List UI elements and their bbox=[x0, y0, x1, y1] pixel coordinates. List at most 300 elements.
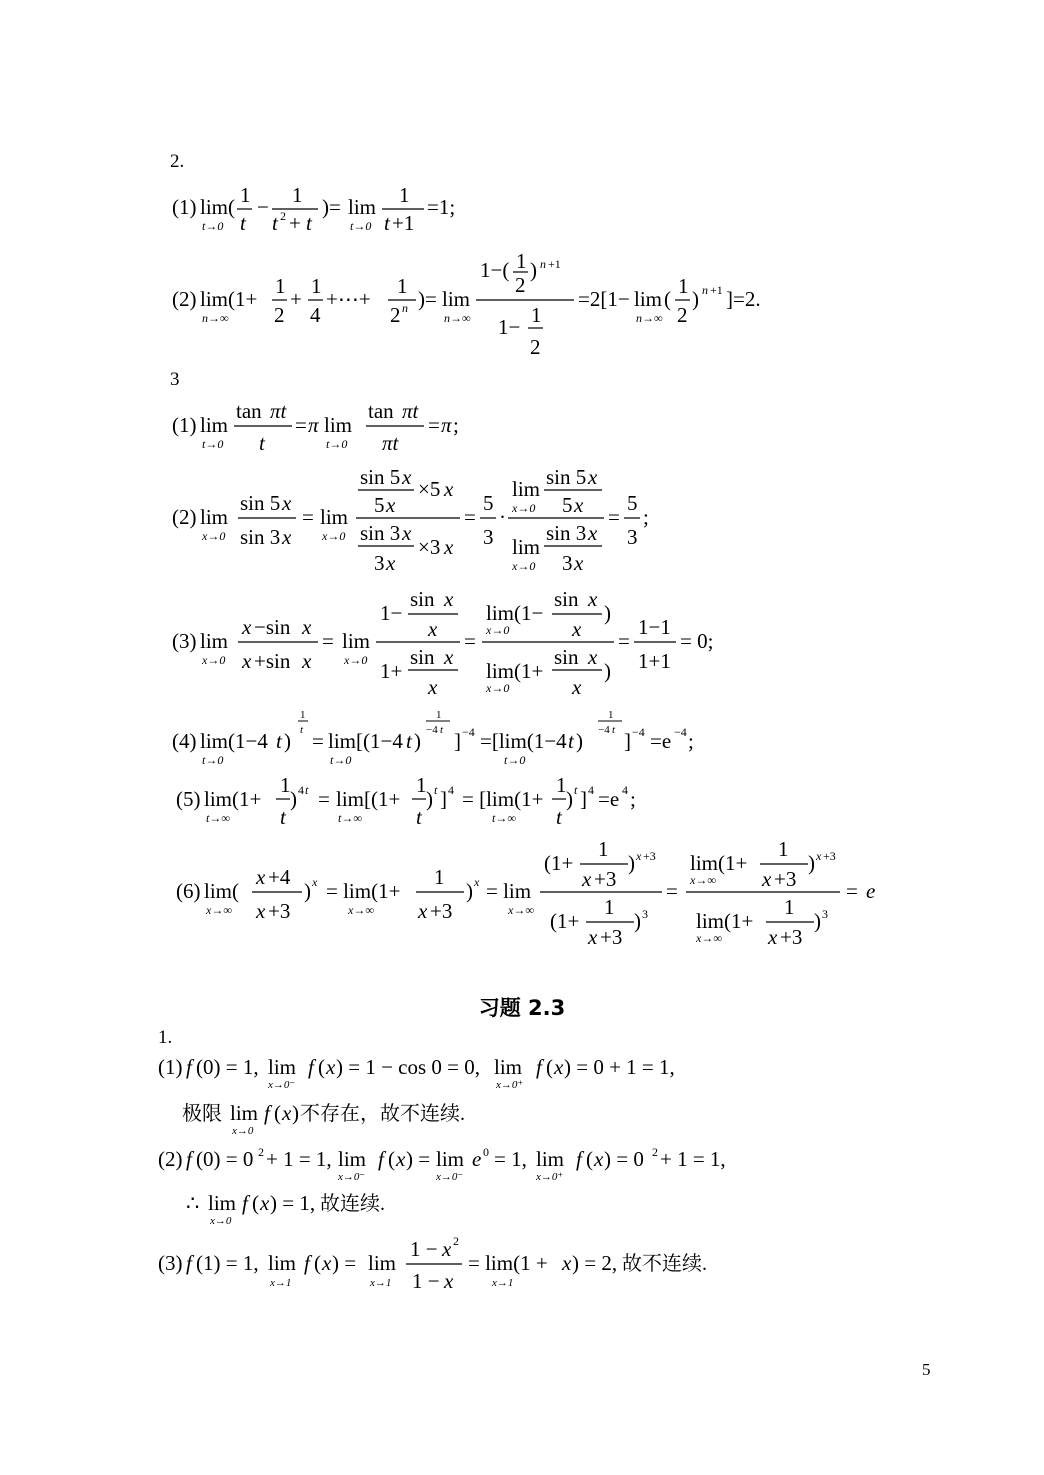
svg-text:1: 1 bbox=[275, 274, 286, 298]
svg-text:故不连续.: 故不连续. bbox=[622, 1253, 707, 1275]
svg-text:lim: lim bbox=[338, 1147, 367, 1171]
svg-text:lim: lim bbox=[320, 505, 349, 529]
svg-text:;: ; bbox=[630, 787, 636, 811]
equation-3-4 bbox=[168, 706, 728, 768]
svg-text:3: 3 bbox=[374, 551, 385, 575]
equation-2-2 bbox=[168, 250, 788, 365]
svg-text:]: ] bbox=[624, 729, 631, 753]
svg-text:4: 4 bbox=[622, 783, 628, 797]
svg-text:(0) = 1,: (0) = 1, bbox=[196, 1055, 259, 1079]
svg-text:1+1: 1+1 bbox=[638, 649, 671, 673]
svg-text:x: x bbox=[594, 1147, 604, 1171]
svg-text:(: ( bbox=[314, 1251, 321, 1275]
svg-text:+3: +3 bbox=[430, 899, 453, 923]
svg-text:f: f bbox=[186, 1147, 192, 1171]
svg-text:lim: lim bbox=[200, 413, 229, 437]
svg-text:x: x bbox=[816, 849, 822, 863]
svg-text:(3): (3) bbox=[158, 1251, 183, 1275]
svg-text:t: t bbox=[276, 729, 282, 753]
svg-text:+4: +4 bbox=[268, 865, 291, 889]
svg-text:+3: +3 bbox=[643, 849, 656, 863]
svg-text:lim(1+: lim(1+ bbox=[696, 909, 754, 933]
svg-text:(1+: (1+ bbox=[228, 287, 258, 311]
svg-text:2: 2 bbox=[453, 1234, 459, 1248]
svg-text:lim: lim bbox=[494, 1055, 523, 1079]
svg-text:) = 2,: ) = 2, bbox=[572, 1251, 618, 1275]
svg-text:]=2.: ]=2. bbox=[726, 287, 761, 311]
svg-text:= lim(1+: = lim(1+ bbox=[326, 879, 401, 903]
svg-text:1: 1 bbox=[399, 183, 410, 207]
svg-text:不存在，故不连续.: 不存在，故不连续. bbox=[300, 1103, 465, 1125]
section-2-label: 2. bbox=[170, 151, 185, 172]
svg-text:): ) bbox=[692, 287, 699, 311]
svg-text:x→0: x→0 bbox=[322, 529, 346, 543]
svg-text:e: e bbox=[472, 1147, 482, 1171]
svg-text:) = 1 − cos 0 = 0,: ) = 1 − cos 0 = 0, bbox=[336, 1055, 481, 1079]
svg-text:0: 0 bbox=[483, 1145, 489, 1159]
svg-text:x: x bbox=[562, 1251, 572, 1275]
page-number: 5 bbox=[922, 1360, 931, 1379]
svg-text:(1+: (1+ bbox=[544, 851, 574, 875]
svg-text:(: ( bbox=[252, 1191, 259, 1215]
svg-text:): ) bbox=[576, 729, 583, 753]
svg-text:x: x bbox=[256, 865, 266, 889]
svg-text:×3: ×3 bbox=[418, 535, 441, 559]
svg-text:x: x bbox=[762, 867, 772, 891]
svg-text:=e: =e bbox=[650, 729, 672, 753]
svg-text:3: 3 bbox=[562, 551, 573, 575]
svg-text:f: f bbox=[308, 1055, 314, 1079]
svg-text:(: ( bbox=[318, 1055, 325, 1079]
svg-text:x: x bbox=[572, 675, 582, 699]
svg-text:sin: sin bbox=[410, 645, 435, 669]
svg-text:3: 3 bbox=[822, 907, 828, 921]
svg-text:lim: lim bbox=[442, 287, 471, 311]
svg-text:e: e bbox=[866, 879, 876, 903]
svg-text:x→∞: x→∞ bbox=[696, 931, 722, 945]
svg-text:x→1: x→1 bbox=[370, 1277, 392, 1289]
equation-e1-2 bbox=[156, 1140, 796, 1186]
svg-text:sin 3: sin 3 bbox=[360, 521, 401, 545]
section-3-label: 3 bbox=[170, 369, 180, 390]
svg-text:x: x bbox=[402, 465, 412, 489]
svg-text:x: x bbox=[386, 551, 396, 575]
svg-text:sin 5: sin 5 bbox=[546, 465, 587, 489]
svg-text:1: 1 bbox=[240, 183, 251, 207]
svg-text:) = 1,: ) = 1, bbox=[270, 1191, 316, 1215]
svg-text:=: = bbox=[318, 787, 330, 811]
svg-text:1: 1 bbox=[531, 303, 542, 327]
svg-text:x: x bbox=[396, 1147, 406, 1171]
svg-text:x→0: x→0 bbox=[512, 501, 536, 515]
svg-text:sin 5: sin 5 bbox=[360, 465, 401, 489]
svg-text:n: n bbox=[402, 301, 408, 315]
svg-text:]: ] bbox=[454, 729, 461, 753]
svg-text:1: 1 bbox=[311, 274, 322, 298]
svg-text:1 −: 1 − bbox=[412, 1269, 440, 1293]
svg-text:∴: ∴ bbox=[186, 1191, 200, 1215]
svg-text:lim: lim bbox=[200, 287, 229, 311]
svg-text:x: x bbox=[588, 645, 598, 669]
equation-3-2 bbox=[168, 462, 668, 582]
svg-text:t→0: t→0 bbox=[202, 753, 224, 767]
svg-text:sin 5: sin 5 bbox=[240, 491, 281, 515]
svg-text:2: 2 bbox=[280, 209, 286, 223]
svg-text:=[lim(1−4: =[lim(1−4 bbox=[480, 729, 567, 753]
svg-text:x: x bbox=[444, 645, 454, 669]
svg-text:x: x bbox=[302, 615, 312, 639]
svg-text:1: 1 bbox=[604, 895, 615, 919]
svg-text:+ 1 = 1,: + 1 = 1, bbox=[266, 1147, 332, 1171]
svg-text:n→∞: n→∞ bbox=[202, 311, 229, 325]
svg-text:lim: lim bbox=[342, 629, 371, 653]
svg-text:;: ; bbox=[688, 729, 694, 753]
svg-text:n: n bbox=[702, 283, 708, 297]
svg-text:x: x bbox=[444, 587, 454, 611]
svg-text:1: 1 bbox=[280, 773, 291, 797]
equation-3-6 bbox=[172, 836, 892, 958]
svg-text:): ) bbox=[604, 659, 611, 683]
svg-text:): ) bbox=[604, 601, 611, 625]
svg-text:(2): (2) bbox=[172, 287, 197, 311]
svg-text:lim: lim bbox=[348, 195, 377, 219]
svg-text:(1): (1) bbox=[172, 195, 197, 219]
svg-text:n→∞: n→∞ bbox=[444, 311, 471, 325]
svg-text:2: 2 bbox=[652, 1145, 658, 1159]
svg-text:−4: −4 bbox=[674, 725, 687, 739]
svg-text:2: 2 bbox=[258, 1145, 264, 1159]
svg-text:t: t bbox=[612, 724, 616, 736]
svg-text:t→∞: t→∞ bbox=[338, 811, 362, 825]
svg-text:4: 4 bbox=[298, 783, 304, 797]
svg-text:(2): (2) bbox=[172, 505, 197, 529]
svg-text:f: f bbox=[186, 1251, 192, 1275]
equation-e1-1b bbox=[180, 1098, 540, 1140]
svg-text:x: x bbox=[326, 1055, 336, 1079]
svg-text:π: π bbox=[441, 413, 452, 437]
svg-text:(: ( bbox=[664, 287, 671, 311]
svg-text:1: 1 bbox=[436, 709, 442, 721]
svg-text:+1: +1 bbox=[392, 211, 415, 235]
svg-text:=: = bbox=[302, 505, 314, 529]
svg-text:x: x bbox=[256, 899, 266, 923]
svg-text:+1: +1 bbox=[710, 283, 723, 297]
svg-text:2: 2 bbox=[515, 273, 526, 297]
svg-text:): ) bbox=[814, 909, 821, 933]
svg-text:2: 2 bbox=[274, 303, 285, 327]
svg-text:+: + bbox=[289, 211, 301, 235]
svg-text:f: f bbox=[536, 1055, 542, 1079]
svg-text:=: = bbox=[428, 413, 440, 437]
equation-2-1 bbox=[168, 180, 488, 242]
svg-text:): ) bbox=[466, 879, 473, 903]
svg-text:t: t bbox=[259, 431, 265, 455]
svg-text:x: x bbox=[282, 525, 292, 549]
svg-text:1: 1 bbox=[608, 709, 614, 721]
equation-e1-1 bbox=[156, 1048, 716, 1094]
svg-text:+1: +1 bbox=[548, 257, 561, 271]
svg-text:x: x bbox=[474, 875, 480, 889]
svg-text:=e: =e bbox=[598, 787, 620, 811]
svg-text:2: 2 bbox=[677, 303, 688, 327]
svg-text:= 1,: = 1, bbox=[494, 1147, 527, 1171]
svg-text:x: x bbox=[282, 1101, 292, 1125]
equation-3-1 bbox=[168, 398, 488, 460]
svg-text:t: t bbox=[280, 805, 286, 829]
svg-text:n: n bbox=[540, 257, 546, 271]
svg-text:x→∞: x→∞ bbox=[206, 903, 232, 917]
svg-text:+ 1 = 1,: + 1 = 1, bbox=[660, 1147, 726, 1171]
svg-text:x→0: x→0 bbox=[344, 653, 368, 667]
svg-text:x→0: x→0 bbox=[202, 653, 226, 667]
svg-text:f: f bbox=[264, 1101, 270, 1125]
svg-text:x→0⁺: x→0⁺ bbox=[496, 1079, 524, 1091]
svg-text:f: f bbox=[242, 1191, 248, 1215]
svg-text:x: x bbox=[442, 1237, 452, 1261]
svg-text:x→0⁺: x→0⁺ bbox=[536, 1171, 564, 1183]
svg-text:t: t bbox=[300, 724, 304, 736]
svg-text:): ) bbox=[284, 729, 291, 753]
svg-text:lim: lim bbox=[436, 1147, 465, 1171]
svg-text:t→0: t→0 bbox=[504, 753, 526, 767]
svg-text:t: t bbox=[272, 211, 278, 235]
svg-text:x→∞: x→∞ bbox=[508, 903, 534, 917]
svg-text:lim(: lim( bbox=[204, 879, 239, 903]
svg-text:x: x bbox=[402, 521, 412, 545]
svg-text:(0) = 0: (0) = 0 bbox=[196, 1147, 254, 1171]
svg-text:f: f bbox=[576, 1147, 582, 1171]
svg-text:t: t bbox=[384, 211, 390, 235]
svg-text:(1): (1) bbox=[158, 1055, 183, 1079]
svg-text:(1+: (1+ bbox=[550, 909, 580, 933]
svg-text:): ) bbox=[808, 851, 815, 875]
svg-text:sin 3: sin 3 bbox=[240, 525, 281, 549]
svg-text:t→0: t→0 bbox=[326, 437, 348, 451]
svg-text:x→0: x→0 bbox=[232, 1125, 254, 1137]
svg-text:lim: lim bbox=[230, 1101, 259, 1125]
svg-text:1: 1 bbox=[678, 274, 689, 298]
svg-text:) = 0 + 1 = 1,: ) = 0 + 1 = 1, bbox=[564, 1055, 675, 1079]
svg-text:+3: +3 bbox=[600, 925, 623, 949]
svg-text:=1;: =1; bbox=[427, 195, 456, 219]
svg-text:x: x bbox=[444, 1269, 454, 1293]
svg-text:): ) bbox=[292, 1101, 299, 1125]
svg-text:t→0: t→0 bbox=[202, 437, 224, 451]
section-heading: 习题 2.3 bbox=[478, 996, 566, 1020]
svg-text:1: 1 bbox=[778, 837, 789, 861]
svg-text:lim: lim bbox=[208, 1191, 237, 1215]
svg-text:2: 2 bbox=[390, 303, 401, 327]
svg-text:x: x bbox=[444, 477, 454, 501]
svg-text:−4: −4 bbox=[632, 725, 645, 739]
svg-text:]: ] bbox=[580, 787, 587, 811]
svg-text:(5): (5) bbox=[176, 787, 201, 811]
svg-text:(: ( bbox=[274, 1101, 281, 1125]
svg-text:1: 1 bbox=[516, 250, 527, 273]
svg-text:) =: ) = bbox=[332, 1251, 357, 1275]
svg-text:x→0⁻: x→0⁻ bbox=[338, 1171, 366, 1183]
svg-text:x: x bbox=[588, 465, 598, 489]
svg-text:x: x bbox=[302, 649, 312, 673]
svg-text:=: = bbox=[666, 879, 678, 903]
svg-text:=: = bbox=[846, 879, 858, 903]
svg-text:lim[(1+: lim[(1+ bbox=[336, 787, 401, 811]
svg-text:x: x bbox=[386, 493, 396, 517]
svg-text:t→0: t→0 bbox=[202, 219, 224, 233]
svg-text:t→0: t→0 bbox=[330, 753, 352, 767]
equation-e1-3 bbox=[156, 1232, 756, 1298]
svg-text:·: · bbox=[499, 505, 506, 529]
svg-text:(6): (6) bbox=[176, 879, 201, 903]
svg-text:lim: lim bbox=[200, 195, 229, 219]
svg-text:(2): (2) bbox=[158, 1147, 183, 1171]
svg-text:f: f bbox=[378, 1147, 384, 1171]
svg-text:x→0: x→0 bbox=[512, 559, 536, 573]
svg-text:(4): (4) bbox=[172, 729, 197, 753]
svg-text:1−(: 1−( bbox=[480, 258, 510, 282]
svg-text:t: t bbox=[434, 783, 438, 797]
svg-text:;: ; bbox=[453, 413, 459, 437]
svg-text:): ) bbox=[628, 851, 635, 875]
svg-text:): ) bbox=[566, 787, 573, 811]
svg-text:1−: 1− bbox=[380, 601, 403, 625]
svg-text:= [lim(1+: = [lim(1+ bbox=[462, 787, 544, 811]
svg-text:x: x bbox=[322, 1251, 332, 1275]
svg-text:(1): (1) bbox=[172, 413, 197, 437]
svg-text:4: 4 bbox=[448, 783, 454, 797]
svg-text:): ) bbox=[426, 787, 433, 811]
svg-text:x→∞: x→∞ bbox=[690, 873, 716, 887]
svg-text:5: 5 bbox=[483, 491, 494, 515]
svg-text:(1−4: (1−4 bbox=[228, 729, 268, 753]
svg-text:x: x bbox=[260, 1191, 270, 1215]
svg-text:−4: −4 bbox=[598, 724, 610, 736]
svg-text:(1+: (1+ bbox=[232, 787, 262, 811]
svg-text:−sin: −sin bbox=[254, 615, 291, 639]
svg-text:x→1: x→1 bbox=[492, 1277, 514, 1289]
svg-text:lim: lim bbox=[200, 629, 229, 653]
svg-text:−4: −4 bbox=[462, 725, 475, 739]
svg-text:πt: πt bbox=[402, 399, 419, 423]
svg-text:+sin: +sin bbox=[254, 649, 291, 673]
svg-text:lim: lim bbox=[268, 1055, 297, 1079]
svg-text:x: x bbox=[312, 875, 318, 889]
svg-text:πt: πt bbox=[382, 431, 399, 455]
svg-text:t→0: t→0 bbox=[350, 219, 372, 233]
svg-text:=: = bbox=[464, 505, 476, 529]
svg-text:=: = bbox=[312, 729, 324, 753]
svg-text:t: t bbox=[574, 783, 578, 797]
svg-text:x→1: x→1 bbox=[270, 1277, 292, 1289]
svg-text:1: 1 bbox=[300, 709, 306, 721]
svg-text:(: ( bbox=[546, 1055, 553, 1079]
svg-text:1: 1 bbox=[292, 183, 303, 207]
svg-text:1−1: 1−1 bbox=[638, 615, 671, 639]
svg-text:x: x bbox=[242, 615, 252, 639]
svg-text:极限: 极限 bbox=[182, 1103, 222, 1125]
svg-text:5: 5 bbox=[374, 493, 385, 517]
svg-text:x→0⁻: x→0⁻ bbox=[268, 1079, 296, 1091]
svg-text:x→∞: x→∞ bbox=[348, 903, 374, 917]
svg-text:): ) bbox=[414, 729, 421, 753]
svg-text:3: 3 bbox=[627, 525, 638, 549]
svg-text:−4: −4 bbox=[426, 724, 438, 736]
svg-text:= 0;: = 0; bbox=[680, 629, 714, 653]
svg-text:) = 0: ) = 0 bbox=[604, 1147, 644, 1171]
equation-3-5 bbox=[172, 770, 692, 832]
svg-text:x→0: x→0 bbox=[210, 1215, 232, 1227]
svg-text:+3: +3 bbox=[268, 899, 291, 923]
svg-text:x: x bbox=[554, 1055, 564, 1079]
svg-text:t: t bbox=[416, 805, 422, 829]
svg-text:]: ] bbox=[440, 787, 447, 811]
svg-text:x: x bbox=[418, 899, 428, 923]
svg-text:(: ( bbox=[586, 1147, 593, 1171]
svg-text:tan: tan bbox=[368, 399, 394, 423]
svg-text:sin: sin bbox=[554, 587, 579, 611]
svg-text:x→0: x→0 bbox=[486, 623, 510, 637]
svg-text:): ) bbox=[290, 787, 297, 811]
svg-text:=: = bbox=[464, 629, 476, 653]
svg-text:+3: +3 bbox=[774, 867, 797, 891]
svg-text:1 −: 1 − bbox=[410, 1237, 438, 1261]
svg-text:(1) = 1,: (1) = 1, bbox=[196, 1251, 259, 1275]
svg-text:lim: lim bbox=[536, 1147, 565, 1171]
svg-text:x: x bbox=[582, 867, 592, 891]
svg-text:)=: )= bbox=[418, 287, 437, 311]
svg-text:+⋯+: +⋯+ bbox=[326, 287, 371, 311]
equation-e1-2b bbox=[184, 1188, 484, 1230]
svg-text:x: x bbox=[282, 491, 292, 515]
svg-text:= lim: = lim bbox=[486, 879, 532, 903]
svg-text:t: t bbox=[556, 805, 562, 829]
svg-text:4: 4 bbox=[588, 783, 594, 797]
svg-text:t: t bbox=[440, 724, 444, 736]
svg-text:x: x bbox=[444, 535, 454, 559]
svg-text:x: x bbox=[242, 649, 252, 673]
svg-text:x: x bbox=[588, 521, 598, 545]
svg-text:x: x bbox=[572, 617, 582, 641]
svg-text:;: ; bbox=[643, 505, 649, 529]
svg-text:lim: lim bbox=[324, 413, 353, 437]
svg-text:t: t bbox=[306, 211, 312, 235]
svg-text:1+: 1+ bbox=[380, 659, 403, 683]
svg-text:lim(1−: lim(1− bbox=[486, 601, 544, 625]
svg-text:+: + bbox=[290, 287, 302, 311]
svg-text:lim: lim bbox=[268, 1251, 297, 1275]
svg-text:π: π bbox=[308, 413, 319, 437]
svg-text:x: x bbox=[574, 493, 584, 517]
svg-text:sin 3: sin 3 bbox=[546, 521, 587, 545]
svg-text:lim: lim bbox=[200, 729, 229, 753]
svg-text:= lim(1 +: = lim(1 + bbox=[468, 1251, 548, 1275]
svg-text:): ) bbox=[304, 879, 311, 903]
svg-text:=: = bbox=[322, 629, 334, 653]
svg-text:1: 1 bbox=[598, 837, 609, 861]
svg-text:3: 3 bbox=[642, 907, 648, 921]
svg-text:x: x bbox=[574, 551, 584, 575]
svg-text:x→0: x→0 bbox=[202, 529, 226, 543]
svg-text:f: f bbox=[186, 1055, 192, 1079]
svg-text:x: x bbox=[428, 675, 438, 699]
svg-text:1: 1 bbox=[784, 895, 795, 919]
svg-text:故连续.: 故连续. bbox=[320, 1193, 385, 1215]
svg-text:tan: tan bbox=[236, 399, 262, 423]
svg-text:lim(1+: lim(1+ bbox=[690, 851, 748, 875]
exercise-1-label: 1. bbox=[158, 1027, 173, 1048]
svg-text:x: x bbox=[428, 617, 438, 641]
svg-text:lim[(1−4: lim[(1−4 bbox=[328, 729, 403, 753]
